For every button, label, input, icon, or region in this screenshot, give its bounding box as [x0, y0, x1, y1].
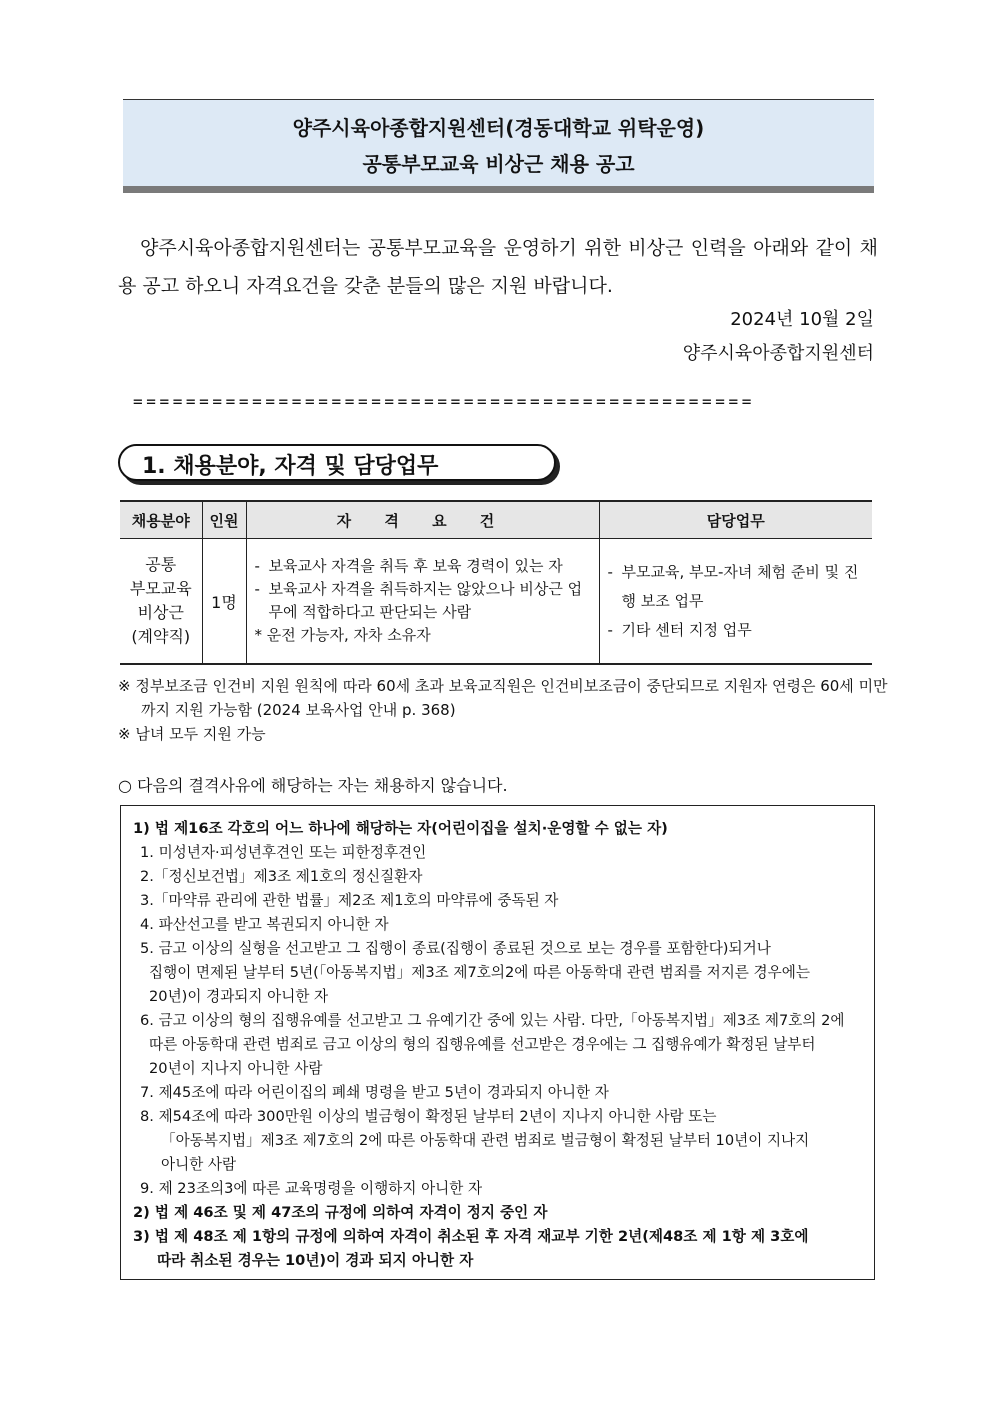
list-item: 7. 제45조에 따라 어린이집의 폐쇄 명령을 받고 5년이 경과되지 아니한 자 [140, 1084, 609, 1101]
intro-paragraph: 양주시육아종합지원센터는 공통부모교육을 운영하기 위한 비상근 인력을 아래와 같이 채용 공고 하오니 자격요건을 갖춘 분들의 많은 지원 바랍니다. [118, 237, 878, 297]
list-item: 1) 법 제16조 각호의 어느 하나에 해당하는 자(어린이집을 설치·운영할 수 없는 자) [133, 820, 668, 837]
header-count: 인원 [202, 501, 246, 539]
disqualification-box [120, 805, 875, 1280]
list-item: 따라 취소된 경우는 10년)이 경과 되지 아니한 자 [157, 1252, 474, 1269]
notes [118, 674, 888, 746]
section-title: 1. 채용분야, 자격 및 담당업무 [142, 454, 439, 479]
announcement-date: 2024년 10월 2일 [730, 309, 874, 330]
list-item: 2.「정신보건법」제3조 제1호의 정신질환자 [140, 868, 423, 885]
cell-duty: - 부모교육, 부모-자녀 체험 준비 및 진행 보조 업무 - 기타 센터 지정 업무 [599, 539, 872, 665]
list-item: 따른 아동학대 관련 범죄로 금고 이상의 형의 집행유예를 선고받은 경우에는 그 집행유예가 확정된 날부터 [149, 1036, 816, 1053]
list-item: 20년이 지나지 아니한 사람 [149, 1060, 323, 1077]
list-item: 3) 법 제 48조 제 1항의 규정에 의하여 자격이 취소된 후 자격 재교부 기한 2년(제48조 제 1항 제 3호에 [133, 1228, 809, 1245]
qualification-note: * 운전 가능자, 자차 소유자 [254, 626, 431, 644]
header-qualification: 자 격 요 건 [246, 501, 599, 539]
list-item: 2) 법 제 46조 및 제 47조의 규정에 의하여 자격이 정지 중인 자 [133, 1204, 548, 1221]
table-row [120, 539, 872, 665]
title-line-2: 공통부모교육 비상근 채용 공고 [362, 152, 635, 176]
cell-count: 1명 [202, 539, 246, 665]
list-item: 5. 금고 이상의 실형을 선고받고 그 집행이 종료(집행이 종료된 것으로 보는 경우를 포함한다)되거나 [140, 940, 771, 957]
section-heading [118, 444, 556, 481]
organization-name: 양주시육아종합지원센터 [682, 343, 874, 364]
table-header-row [120, 501, 872, 539]
list-item: 3.「마약류 관리에 관한 법률」제2조 제1호의 마약류에 중독된 자 [140, 892, 559, 909]
list-item: 6. 금고 이상의 형의 집행유예를 선고받고 그 유예기간 중에 있는 사람. 다만,「아동복지법」제3조 제7호의 2에 [140, 1012, 845, 1029]
divider-line: =============================================== [133, 392, 755, 411]
list-item: 1. 미성년자·피성년후견인 또는 피한정후견인 [140, 844, 427, 861]
title-line-1: 양주시육아종합지원센터(경동대학교 위탁운영) [292, 116, 705, 140]
cell-qualification: - 보육교사 자격을 취득 후 보육 경력이 있는 자 - 보육교사 자격을 취득하지는 않았으나 비상근 업무에 적합하다고 판단되는 사람 * 운전 가능자, 자차 소유자 [246, 539, 599, 665]
list-item: 4. 파산선고를 받고 복권되지 아니한 자 [140, 916, 389, 933]
note-age-limit: ※ 정부보조금 인건비 지원 원칙에 따라 60세 초과 보육교직원은 인건비보조금이 중단되므로 지원자 연령은 60세 미만까지 지원 가능함 (2024 보육사업 안내 p. 368) [118, 677, 888, 719]
header-field: 채용분야 [120, 501, 202, 539]
list-item: 집행이 면제된 날부터 5년(「아동복지법」제3조 제7호의2에 따른 아동학대 관련 범죄를 저지른 경우에는 [149, 964, 810, 981]
header-duty: 담당업무 [599, 501, 872, 539]
note-gender: ※ 남녀 모두 지원 가능 [118, 725, 266, 743]
list-item: 「아동복지법」제3조 제7호의 2에 따른 아동학대 관련 범죄로 벌금형이 확정된 날부터 10년이 지나지 [161, 1132, 810, 1149]
disqualification-intro: ○ 다음의 결격사유에 해당하는 자는 채용하지 않습니다. [118, 776, 508, 795]
title-banner [123, 99, 874, 186]
list-item: 9. 제 23조의3에 따른 교육명령을 이행하지 아니한 자 [140, 1180, 483, 1197]
list-item: 8. 제54조에 따라 300만원 이상의 벌금형이 확정된 날부터 2년이 지나지 아니한 사람 또는 [140, 1108, 717, 1125]
list-item: 20년)이 경과되지 아니한 자 [149, 988, 329, 1005]
cell-field: 공통 부모교육 비상근 (계약직) [120, 539, 202, 665]
recruitment-table [120, 500, 872, 665]
list-item: 아니한 사람 [161, 1156, 237, 1173]
